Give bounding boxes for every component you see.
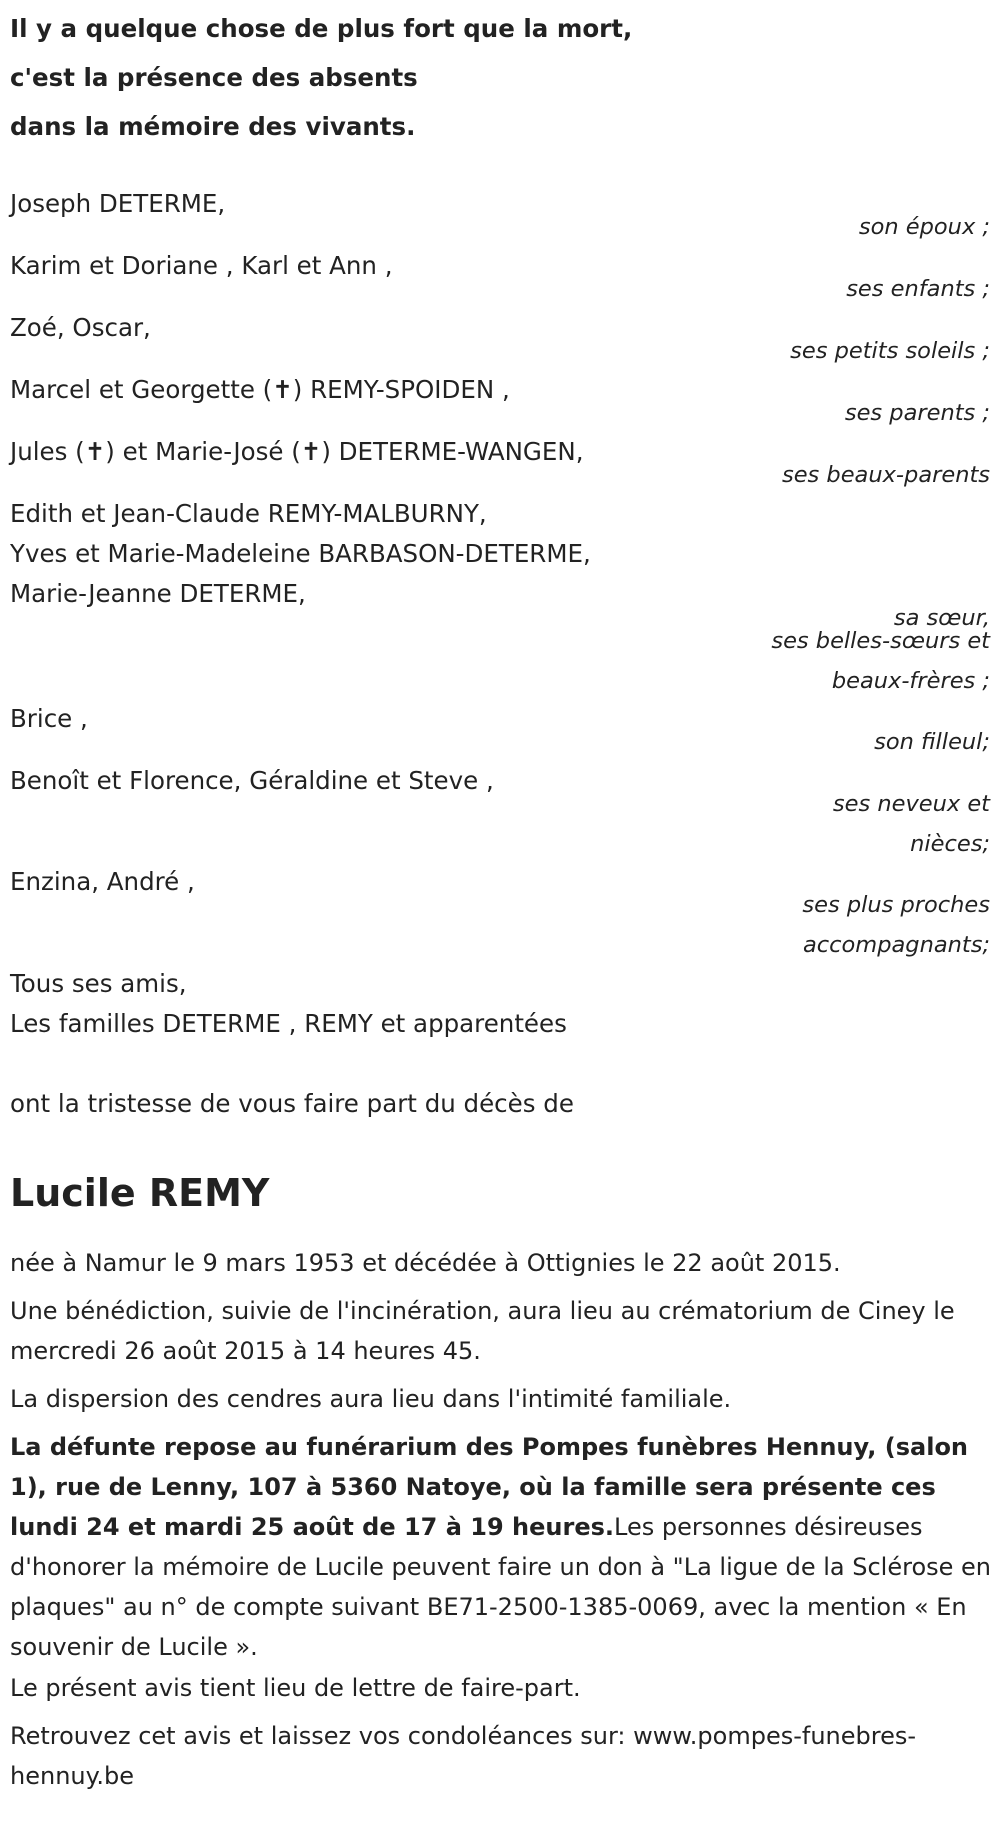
family-names: Benoît et Florence, Géraldine et Steve , (10, 766, 494, 795)
family-names: Edith et Jean-Claude REMY-MALBURNY, (10, 499, 487, 528)
family-names: Enzina, André , (10, 867, 195, 896)
family-names: Jules (✝) et Marie-José (✝) DETERME-WANGEN, (10, 437, 584, 466)
family-role: sa sœur, (893, 605, 990, 631)
family-role: ses petits soleils ; (790, 338, 990, 364)
website-link[interactable]: www.pompes-funebres-hennuy.be (10, 1722, 917, 1790)
family-names: Marcel et Georgette (✝) REMY-SPOIDEN , (10, 375, 510, 404)
family-role: ses beaux-parents (781, 462, 990, 488)
epitaph-quote (10, 4, 632, 151)
family-role: ses enfants ; (846, 276, 990, 302)
ceremony-text: Une bénédiction, suivie de l'incinération, aura lieu au crématorium de Ciney le mercredi 26 août 2015 à 14 heures 45. (10, 1297, 955, 1365)
family-names: Marie-Jeanne DETERME, (10, 579, 306, 608)
condolences-prefix: Retrouvez cet avis et laissez vos condoléances sur: (10, 1722, 634, 1750)
family-role: beaux-frères ; (831, 668, 990, 694)
quote-line: dans la mémoire des vivants. (10, 112, 416, 141)
family-names: Karim et Doriane , Karl et Ann , (10, 251, 393, 280)
family-role: ses neveux et (832, 791, 990, 817)
family-role: accompagnants; (803, 932, 990, 958)
condolences-text (10, 1716, 995, 1796)
family-role: ses plus proches (802, 892, 990, 918)
family-role: ses parents ; (844, 400, 990, 426)
donation-text: Les personnes désireuses d'honorer la mémoire de Lucile peuvent faire un don à "La ligue de la Sclérose en plaques" au n° de compte suivant BE71-2500-1385-0069, avec la mention « En souvenir de Lucile ». (10, 1513, 991, 1661)
quote-line: Il y a quelque chose de plus fort que la mort, (10, 14, 633, 43)
ashes-text: La dispersion des cendres aura lieu dans l'intimité familiale. (10, 1385, 732, 1413)
family-role: son filleul; (874, 729, 990, 755)
family-names: Les familles DETERME , REMY et apparentées (10, 1009, 567, 1038)
family-names: Zoé, Oscar, (10, 313, 151, 342)
family-names: Tous ses amis, (10, 969, 187, 998)
notice-text: Le présent avis tient lieu de lettre de faire-part. (10, 1674, 581, 1702)
family-names: Joseph DETERME, (10, 189, 226, 218)
family-names: Brice , (10, 704, 88, 733)
viewing-paragraph (10, 1427, 995, 1667)
family-names: Yves et Marie-Madeleine BARBASON-DETERME, (10, 539, 591, 568)
family-role: ses belles-sœurs et (771, 628, 990, 654)
birth-death-text: née à Namur le 9 mars 1953 et décédée à Ottignies le 22 août 2015. (10, 1249, 841, 1277)
quote-line: c'est la présence des absents (10, 63, 418, 92)
family-role: son époux ; (858, 214, 990, 240)
deceased-name: Lucile REMY (10, 1171, 270, 1215)
viewing-details: La défunte repose au funérarium des Pompes funèbres Hennuy, (salon 1), rue de Lenny, 107 à 5360 Natoye, où la famille sera présente ces lundi 24 et mardi 25 août de 17 à 19 heures. (10, 1433, 969, 1541)
family-role: nièces; (910, 831, 990, 857)
announcement-text: ont la tristesse de vous faire part du décès de (10, 1089, 574, 1118)
